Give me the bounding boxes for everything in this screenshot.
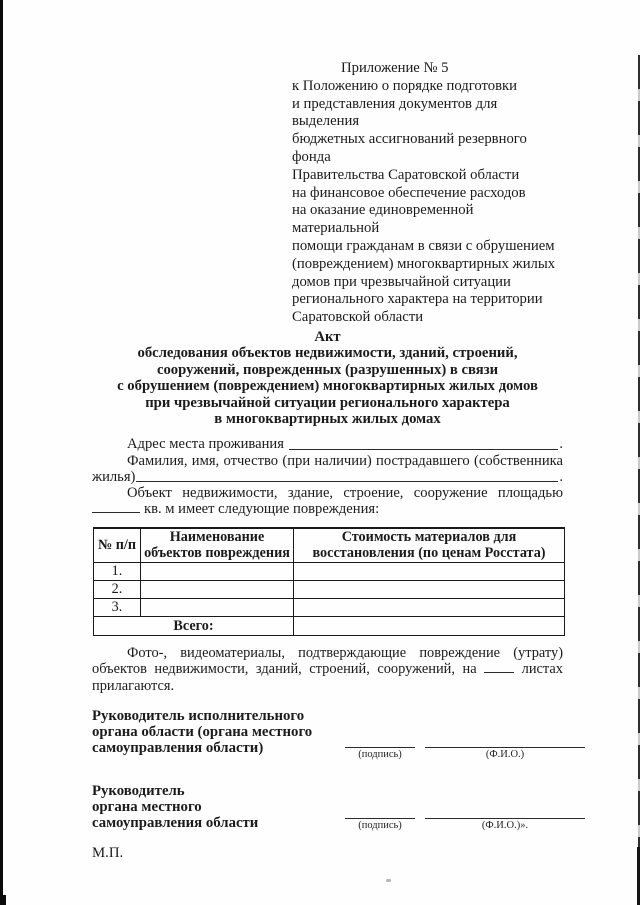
row-cost-cell [294, 599, 565, 617]
attachments-line1: Фото-, видеоматериалы, подтверждающие повреждение (утрату) [127, 645, 563, 662]
signature-lines [345, 818, 585, 832]
signature-caption: (подпись) [358, 748, 402, 760]
act-title [92, 329, 563, 427]
address-field-line [92, 436, 563, 452]
table-row [94, 599, 565, 617]
appendix-number: Приложение № 5 [341, 60, 449, 76]
row-number: 2. [94, 581, 141, 599]
object-field-line2 [92, 501, 563, 517]
object-field-line1: Объект недвижимости, здание, строение, сооружение площадью [127, 485, 563, 501]
sheets-blank-line [484, 661, 514, 673]
signatory-title-line: Руководитель [92, 782, 185, 799]
signatory-title-line: органа области (органа местного [92, 723, 313, 740]
signature-block-local [92, 783, 563, 831]
col-header-cost: Стоимость материалов для восстановления (по ценам Росстата) [294, 528, 565, 562]
attachments-line2-text: объектов недвижимости, зданий, строений, сооружений, на [92, 661, 477, 678]
owner-period: . [559, 468, 563, 485]
signatory-title-line: самоуправления области) [92, 739, 264, 756]
name-caption: (Ф.И.О.) [485, 748, 525, 760]
scan-edge-left-blob [0, 895, 6, 905]
appendix-line: помощи гражданам в связи с обрушением [292, 237, 555, 254]
appendix-line: Правительства Саратовской области [292, 166, 520, 183]
name-caption: (Ф.И.О.)». [481, 819, 529, 831]
table-row [94, 581, 565, 599]
appendix-line: домов при чрезвычайной ситуации [292, 273, 511, 290]
signatory-title [92, 708, 345, 756]
signatory-title-line: Руководитель исполнительного [92, 707, 305, 724]
col-header-number: № п/п [94, 528, 141, 562]
signature-lines [345, 747, 585, 761]
stamp-placeholder: М.П. [92, 844, 124, 861]
row-cost-cell [294, 563, 565, 581]
act-title-line: в многоквартирных жилых домах [214, 410, 441, 427]
row-number: 3. [94, 599, 141, 617]
signatory-title-line: самоуправления области [92, 814, 259, 831]
name-column [425, 747, 585, 761]
appendix-line: Саратовской области [292, 309, 424, 326]
owner-field-line2 [92, 469, 563, 485]
table-row [94, 563, 565, 581]
owner-blank-line [136, 481, 558, 482]
attachments-line2 [92, 661, 563, 677]
col-header-name: Наименование объектов повреждения [141, 528, 294, 562]
row-name-cell [141, 563, 294, 581]
appendix-line: к Положению о порядке подготовки [292, 77, 518, 94]
row-number: 1. [94, 563, 141, 581]
act-title-line: с обрушением (повреждением) многоквартирных жилых домов [117, 378, 538, 395]
signatory-title-line: органа местного [92, 798, 202, 815]
table-header-row [94, 528, 565, 562]
row-cost-cell [294, 581, 565, 599]
attachments-line2-tail: листах [521, 661, 563, 678]
appendix-line: (повреждением) многоквартирных жилых [292, 255, 556, 272]
form-fields [92, 436, 563, 517]
damages-table [93, 527, 565, 636]
address-period: . [559, 436, 563, 453]
appendix-line: бюджетных ассигнований резервного фонда [292, 131, 527, 165]
row-name-cell [141, 599, 294, 617]
appendix-line: на оказание единовременной материальной [292, 202, 474, 237]
scan-speck [386, 879, 391, 882]
total-cost-cell [294, 617, 565, 636]
act-title-line: при чрезвычайной ситуации регионального характера [145, 394, 510, 411]
signature-column [345, 747, 415, 761]
attachments-paragraph [92, 645, 563, 694]
act-title-line: обследования объектов недвижимости, зданий, строений, [137, 345, 518, 362]
object-label-continuation: кв. м имеет следующие повреждения: [144, 501, 380, 518]
attachments-line3: прилагаются. [92, 677, 175, 694]
appendix-block [292, 60, 563, 327]
appendix-line: и представления документов для выделения [292, 95, 498, 130]
signature-caption: (подпись) [358, 819, 402, 831]
address-blank-line [289, 449, 558, 450]
signature-column [345, 818, 415, 832]
appendix-line: регионального характера на территории [292, 291, 543, 308]
owner-field-line1: Фамилия, имя, отчество (при наличии) пострадавшего (собственника [127, 452, 563, 469]
appendix-line: на финансовое обеспечение расходов [292, 184, 526, 201]
act-title-line: Акт [314, 328, 341, 345]
address-label: Адрес места проживания [127, 436, 284, 453]
row-name-cell [141, 581, 294, 599]
owner-label-continuation: жилья) [92, 468, 136, 485]
signature-block-executive [92, 707, 563, 760]
name-column [425, 818, 585, 832]
total-label: Всего: [94, 617, 294, 636]
area-blank-line [92, 501, 140, 513]
signatory-title [92, 783, 345, 831]
act-title-line: сооружений, поврежденных (разрушенных) в связи [156, 361, 499, 378]
table-total-row [94, 617, 565, 636]
